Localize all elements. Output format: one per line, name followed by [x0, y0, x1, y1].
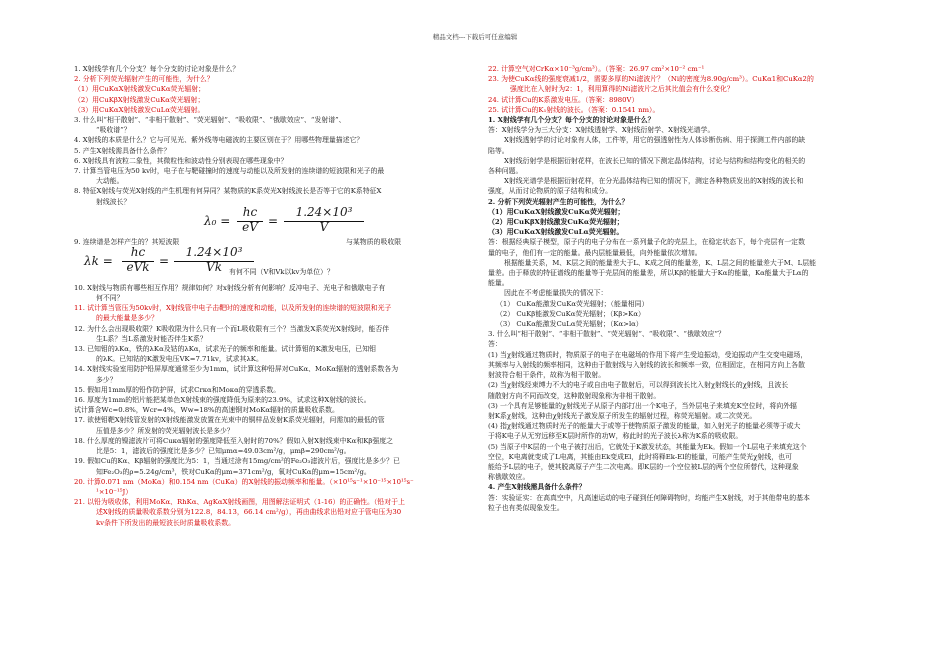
question-17: 17. 欲使钼靶X射线管发射的X射线能激发放置在光束中的铜样品发射K系荧光辐射，问需加的最低的管 [74, 416, 385, 425]
answer-3-incoherent-2: 随散射方向不同而改变，这种散射现象称为非相干散射。 [488, 391, 661, 400]
answer-4-text-2: 粒子也有类似现象发生。 [488, 503, 564, 512]
question-13: 13. 已知钼的λKα，铁的λKα及钴的λKα，试求光子的频率和能量。试计算钼的K激发电压，已知钼 [74, 345, 376, 354]
formula-1-num: 1.24×10³ [295, 204, 353, 219]
question-24: 24. 试计算Cu的K系激发电压。（答案：8980V） [488, 95, 639, 104]
question-7-cont: 大动能。 [96, 177, 124, 186]
answer-1-diffraction: X射线衍射学是根据衍射花样，在波长已知的情况下测定晶体结构，讨论与结构和结构变化的相关的 [504, 156, 806, 165]
question-18: 18. 什么厚度的镍滤波片可将Cuκα辐射的强度降低至入射时的70%？假如入射X射线束中Kα和Kβ强度之 [74, 436, 394, 445]
answer-3-coherent: (1) 当χ射线通过物质时，物质原子的电子在电磁场的作用下将产生受迫振动，受迫振动产生交变电磁场， [488, 350, 808, 359]
question-2-item-1: （1）用CuKαX射线激发CuKα荧光辐射； [74, 85, 205, 94]
answer-3-incoherent: (2) 当χ射线经束缚力不大的电子或自由电子散射后，可以得到波长比入射χ射线长的χ射线，且波长 [488, 381, 789, 390]
question-17-cont: 压值是多少？所发射的荧光辐射波长是多少？ [96, 426, 234, 435]
answer-1-diffraction-cont: 各种问题。 [488, 167, 523, 176]
formula-1-eq: = [268, 213, 279, 228]
question-12: 12. 为什么会出现吸收限？K吸收限为什么只有一个而L吸收限有三个？当激发X系荧光X射线时，能否伴 [74, 324, 390, 333]
question-16: 16. 厚度为1mm的铝片能把某单色X射线束的强度降低为原来的23.9%，试求这种X射线的波长。 [74, 396, 371, 405]
right-column [488, 62, 880, 513]
question-11-cont: 的最大能量是多少？ [96, 314, 159, 323]
formula-2-lhs: λk = [84, 253, 113, 268]
question-6: 6. X射线具有波粒二象性，其微粒性和波动性分别表现在哪些现象中？ [74, 156, 288, 165]
left-column [74, 62, 460, 528]
answer-4-text: 答：实验证实：在高真空中，凡高速运动的电子碰到任何障碍物时，均能产生X射线，对于其他带电的基本 [488, 493, 810, 502]
formula-short-wave-limit [74, 204, 460, 235]
answer-3-edge: (4) 指χ射线通过物质时光子的能量大于或等于使物质原子激发的能量，如入射光子的能量必须等于或大 [488, 422, 801, 431]
question-2: 2. 分析下列荧光辐射产生的可能性，为什么？ [74, 75, 214, 84]
question-8: 8. 特征X射线与荧光X射线的产生机理有何异同？某物质的K系荧光X射线波长是否等于它的K系特征X [74, 187, 382, 196]
answer-3-coherent-3: 射波符合相干条件，故称为相干散射。 [488, 371, 606, 380]
answer-1-spectroscopy: X射线光谱学是根据衍射花样，在分光晶体结构已知的情况下，测定各种物质发出的X射线的波长和 [504, 177, 804, 186]
answer-3-fluorescence: (3) 一个具有足够能量的χ射线光子从原子内部打出一个K电子，当外层电子来填充K空位时，将向外辐 [488, 401, 797, 410]
answer-2-item-3: （3）用CuKαX射线激发CuLα荧光辐射。 [488, 228, 624, 237]
answer-2-title: 2. 分析下列荧光辐射产生的可能性，为什么？ [488, 197, 629, 206]
answer-3-label: 答： [488, 340, 502, 349]
answer-2-text-2: 量的电子，他们有一定的能量。最内层能量最低，向外能量依次增加。 [488, 248, 702, 257]
question-16-cont: 试计算含Wc=0.8%，Wcr=4%，Ww=18%的高速钢对MoKα辐射的质量吸收系数。 [74, 406, 339, 415]
question-5: 5. 产生X射线需具备什么条件？ [74, 146, 171, 155]
answer-1-title: 1. X射线学有几个分支？每个分支的讨论对象是什么？ [488, 116, 655, 125]
answer-2-conclusion-1: （1） CuKα能激发CuKα荧光辐射；（能量相同） [496, 299, 649, 308]
formula-2-ev: eVk [126, 259, 150, 274]
question-19-cont: 知Fe₂O₃的ρ=5.24g/cm³，铁对CuKα的μm=371cm²/g，氧对CuKα的μm=15cm²/g。 [96, 467, 371, 476]
question-21-cont-2: kv条件下所发出的最短波长时质量吸收系数。 [96, 518, 235, 527]
answer-1-text: 答：X射线学分为三大分支：X射线透射学、X射线衍射学、X射线光谱学。 [488, 126, 715, 135]
question-25: 25. 试计算Cu的K₁射线的波长。（答案：0.1541 nm）。 [488, 105, 660, 114]
answer-3-auger-4: 称俄歇效应。 [488, 473, 530, 482]
question-21: 21. 以铅为吸收体，利用MoKα、RhKα、AgKαX射线画图，用图解法证明式（1-16）的正确性。（铅对于上 [74, 498, 405, 507]
answer-2-text: 答：根据经典原子模型，原子内的电子分布在一系列量子化的壳层上，在稳定状态下，每个壳层有一定数 [488, 238, 805, 247]
question-22: 22. 计算空气对CrKα×10⁻³g/cm³）。（答案：26.97 cm²×10⁻² cm⁻¹ [488, 65, 705, 73]
question-21-cont: 述X射线的质量吸收系数分别为122.8，84.13，66.14 cm²/g），再由曲线求出铅对应于管电压为30 [96, 508, 402, 517]
answer-2-text-4: 量差。由于释放的特征谱线的能量等于壳层间的能量差，所以Kβ的能量大于Kα的能量，Kα能量大于Lα的 [488, 269, 809, 278]
answer-2-item-1: （1）用CuKαX射线激发CuKα荧光辐射； [488, 207, 625, 216]
question-3-cont: “吸收谱”？ [96, 126, 131, 135]
answer-1-spectroscopy-cont: 强度，从而讨论物质的原子结构和成分。 [488, 187, 613, 196]
formula-2-eq: = [159, 253, 170, 268]
answer-2-text-3: 根据能量关系，M、K层之间的能量差大于L、K成之间的能量差，K、L层之间的能量差大于M、L层能 [504, 258, 817, 267]
question-3: 3. 什么叫“相干散射”、“非相干散射”、“荧光辐射”、“吸收限”、“俄歇效应”、“发射谱”、 [74, 116, 346, 125]
answer-3-auger-3: 能给予L层的电子，使其脱离原子产生二次电离。即K层的一个空位被L层的两个空位所替代，这种现象 [488, 462, 799, 471]
formula-1-hc: hc [242, 204, 258, 219]
question-11: 11. 试计算当管压为50kv时，X射线管中电子击靶时的速度和动能，以及所发射的连续谱的短波限和光子 [74, 304, 392, 313]
formula-1-den: V [319, 219, 329, 234]
question-20-cont: ¹×10⁻¹⁵J） [96, 487, 133, 496]
formula-2-den: Vk [206, 259, 222, 274]
answer-3-auger: (5) 当原子中K层的一个电子被打出后，它就处于K激发状态，其能量为Ek。假如一个L层电子来填充这个 [488, 442, 807, 451]
question-2-item-3: （3）用CuKαX射线激发CuLα荧光辐射。 [74, 105, 205, 114]
question-9-cont: 与某物质的吸收限 [346, 237, 402, 246]
answer-1-transmission-cont: 陷等。 [488, 146, 509, 155]
document-header: 精品文档---下载后可任意编辑 [432, 33, 518, 41]
answer-2-item-2: （2）用CuKβX射线激发CuKα荧光辐射； [488, 218, 624, 227]
answer-3-auger-2: 空位，K电离就变成了L电离，其能由Ek变成El，此时将释Ek-El的能量，可能产生荧光χ射线，也可 [488, 452, 792, 461]
answer-3-edge-2: 于将K电子从无穷远移至K层时所作的功W，称此时的光子波长λ称为K系的吸收限。 [488, 432, 743, 441]
answer-4-title: 4. 产生X射线需具备什么条件？ [488, 483, 586, 492]
formula-1-ev: eV [242, 219, 258, 234]
question-15: 15. 假如用1mm厚的铅作防护屏，试求Crκα和Moκα的穿透系数。 [74, 385, 281, 394]
answer-3-coherent-2: 其频率与入射线的频率相同，这种由于散射线与入射线的波长和频率一致，位相固定，在相同方向上各散 [488, 360, 805, 369]
question-9-tail: 有何不同（V和Vk以kv为单位）？ [229, 267, 334, 276]
answer-3-title: 3. 什么叫“相干散射”、“非相干散射”、“荧光辐射”、“吸收限”、“俄歇效应”？ [488, 330, 725, 339]
question-1: 1. X射线学有几个分支？每个分支的讨论对象是什么？ [74, 65, 240, 73]
question-23: 23. 为使CuKα线的强度衰减1/2，需要多厚的Ni滤波片？（Ni的密度为8.90g/cm³）。CuKα1和CuKα2的 [488, 75, 814, 84]
question-19: 19. 假如Cu的Kα、Kβ辐射的强度比为5：1，当通过涂有15mg/cm²的Fe₂O₃滤波片后，强度比是多少？已 [74, 457, 400, 466]
question-18-cont: 比是5：1，滤波后的强度比是多少？已知μmα=49.03cm²/g，μmβ=290cm²/g。 [96, 447, 351, 456]
question-8-cont: 射线波长？ [96, 197, 131, 206]
answer-1-transmission: X射线透射学的讨论对象有人体，工件等，用它的强透射性为人体诊断伤病、用于探测工件内部的缺 [504, 136, 806, 145]
question-23-cont: 强度比在入射时为2：1，利用算得的Ni滤波片之后其比值会有什么变化？ [510, 85, 734, 94]
question-10-cont: 何不同？ [96, 294, 124, 303]
question-4: 4. X射线的本质是什么？它与可见光、紫外线等电磁波的主要区别在于？用哪些物理量描述它？ [74, 136, 364, 145]
formula-1-lhs: λ₀ = [204, 213, 231, 228]
question-14-cont: 多少？ [96, 375, 117, 384]
question-12-cont: 生L系？当L系激发时能否伴生K系？ [96, 334, 207, 343]
question-7: 7. 计算当管电压为50 kv时，电子在与靶碰撞时的速度与动能以及所发射的连续谱的短波限和光子的最 [74, 167, 385, 176]
question-2-item-2: （2）用CuKβX射线激发CuKα荧光辐射； [74, 95, 205, 104]
question-13-cont: 的λK。已知钴的K激发电压VK=7.71kv，试求其λK。 [96, 355, 263, 364]
formula-2-hc: hc [130, 244, 146, 259]
answer-2-conclusion-3: （3） CuKα能激发CuLα荧光辐射；（Kα>lα） [496, 320, 643, 329]
question-20: 20. 计算0.071 nm（MoKα）和0.154 nm（CuKα）的X射线的振动频率和能量。（×10¹⁵s⁻¹×10⁻¹⁵×10¹⁵s⁻ [74, 477, 414, 486]
formula-2-num: 1.24×10³ [185, 244, 243, 259]
formula-absorption-edge [74, 244, 460, 277]
answer-2-text-6: 因此在不考虑能量损失的情况下： [504, 289, 608, 298]
question-14: 14. X射线实验室用防护铅屏厚度通常至少为1mm，试计算这种铅屏对CuKα、MoKα辐射的透射系数各为 [74, 365, 399, 374]
question-10: 10. X射线与物质有哪些相互作用？规律如何？对x射线分析有何影响？反冲电子、光电子和俄歇电子有 [74, 283, 386, 292]
answer-3-fluorescence-2: 射K系χ射线，这种由χ射线光子激发原子所发生的辐射过程，称荧光辐射。或二次荧光。 [488, 411, 757, 420]
answer-2-text-5: 能量。 [488, 279, 509, 288]
answer-2-conclusion-2: （2） CuKβ能激发CuKα荧光辐射；（Kβ>Kα） [496, 309, 645, 318]
question-9: 9. 连续谱是怎样产生的？其短波限 [74, 237, 180, 246]
